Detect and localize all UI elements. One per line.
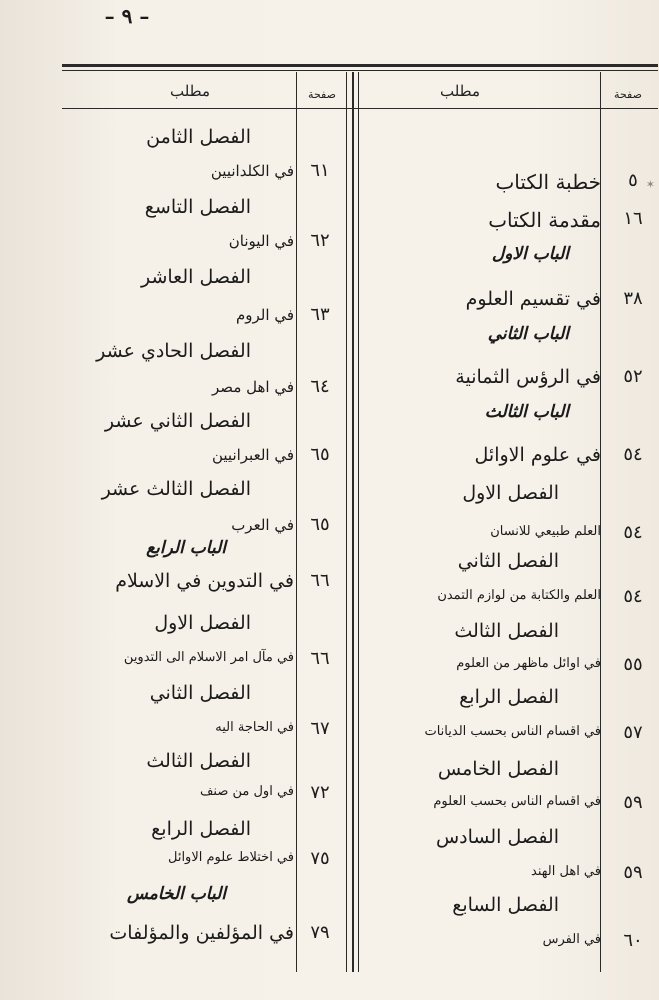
toc-chapter-title: الفصل الثاني <box>149 682 251 704</box>
toc-chapter-heading <box>360 620 659 648</box>
toc-chapter-heading <box>62 266 346 294</box>
toc-page-number: ٦٥ <box>310 444 330 465</box>
toc-page-number: ٦٧ <box>310 718 330 739</box>
toc-chapter-title: الفصل الرابع <box>151 818 251 840</box>
toc-entry <box>62 922 346 952</box>
toc-entry-title: في اول من صنف <box>199 784 294 799</box>
toc-entry-title: في المؤلفين والمؤلفات <box>109 922 294 944</box>
toc-page-number: ٥ <box>628 170 638 191</box>
toc-entry <box>360 792 659 818</box>
toc-page-number: ٦٢ <box>310 230 330 251</box>
toc-entry-title: في الكلدانيين <box>210 162 294 180</box>
toc-entry <box>62 160 346 186</box>
toc-chapter-title: الفصل الثالث عشر <box>101 478 251 500</box>
toc-chapter-heading <box>360 482 659 510</box>
toc-entry <box>62 648 346 674</box>
toc-chapter-title: الفصل الاول <box>462 482 559 504</box>
toc-page-number: ٧٩ <box>310 922 330 943</box>
center-divider-a <box>346 72 347 972</box>
header-rule <box>62 108 658 109</box>
top-rule-thin <box>62 70 658 71</box>
toc-entry-title: في الرؤس الثمانية <box>455 366 601 388</box>
toc-section-title: الباب الثالث <box>484 402 569 422</box>
toc-entry-title: مقدمة الكتاب <box>488 208 601 232</box>
page-number: – ٩ – <box>104 4 150 28</box>
toc-entry-title: في العبرانيين <box>211 446 294 464</box>
toc-entry <box>62 230 346 256</box>
toc-section-heading <box>360 402 659 430</box>
toc-entry-title: في العرب <box>231 516 294 534</box>
toc-entry <box>360 208 659 238</box>
toc-entry <box>360 862 659 888</box>
toc-page-number: ٥٩ <box>623 862 643 883</box>
toc-entry-title: العلم طبيعي للانسان <box>490 524 601 539</box>
toc-entry-title: في اقسام الناس بحسب العلوم <box>433 794 601 809</box>
toc-entry <box>62 570 346 600</box>
toc-page-number: ٥٥ <box>623 654 643 675</box>
toc-entry-title: في مآل امر الاسلام الى التدوين <box>123 650 294 665</box>
toc-chapter-heading <box>62 682 346 710</box>
toc-entry <box>360 366 659 396</box>
toc-entry <box>62 304 346 330</box>
toc-section-title: الباب الثاني <box>487 324 569 344</box>
toc-chapter-heading <box>360 826 659 854</box>
toc-entry-title: في اقسام الناس بحسب الديانات <box>424 724 601 739</box>
toc-chapter-heading <box>62 750 346 778</box>
toc-page-number: ٥٧ <box>623 722 643 743</box>
toc-entry-title: العلم والكتابة من لوازم التمدن <box>437 588 601 603</box>
toc-right-column <box>360 118 659 958</box>
toc-entry-title: في اهل الهند <box>531 864 601 879</box>
toc-page-number: ٥٤ <box>623 586 643 607</box>
center-divider-b <box>352 72 354 972</box>
toc-page-number: ٧٢ <box>310 782 330 803</box>
margin-mark-icon: ✶ <box>645 178 655 191</box>
toc-entry <box>62 514 346 540</box>
toc-entry <box>62 718 346 744</box>
toc-chapter-title: الفصل الثالث <box>454 620 559 642</box>
toc-chapter-title: الفصل العاشر <box>140 266 251 288</box>
toc-entry <box>360 654 659 680</box>
header-subject-right: مطلب <box>439 82 481 100</box>
toc-chapter-heading <box>360 550 659 578</box>
toc-chapter-heading <box>62 126 346 154</box>
toc-chapter-heading <box>62 410 346 438</box>
header-page-left: صفحة <box>308 88 336 101</box>
header-subject-left: مطلب <box>169 82 211 100</box>
toc-chapter-title: الفصل الثامن <box>146 126 251 148</box>
toc-chapter-title: الفصل السابع <box>452 894 559 916</box>
toc-chapter-heading <box>62 478 346 506</box>
toc-entry <box>360 170 659 200</box>
toc-entry-title: في اختلاط علوم الاوائل <box>167 850 294 865</box>
toc-entry-title: في اليونان <box>228 232 294 250</box>
toc-chapter-title: الفصل التاسع <box>144 196 251 218</box>
toc-page-number: ٥٤ <box>623 444 643 465</box>
toc-section-heading <box>360 324 659 352</box>
toc-entry-title: في تقسيم العلوم <box>465 288 601 310</box>
center-divider-c <box>358 72 359 972</box>
toc-section-title: الباب الخامس <box>127 884 226 904</box>
toc-left-column <box>62 118 346 958</box>
toc-page-number: ٦٠ <box>623 930 643 951</box>
toc-entry-title: خطبة الكتاب <box>495 170 601 194</box>
toc-entry <box>62 444 346 470</box>
toc-page-number: ٥٩ <box>623 792 643 813</box>
toc-page-number: ٦٦ <box>310 570 330 591</box>
toc-page-number: ٦٥ <box>310 514 330 535</box>
toc-chapter-heading <box>62 340 346 368</box>
toc-entry-title: في الحاجة اليه <box>215 720 294 735</box>
toc-entry <box>360 722 659 748</box>
toc-page-number: ١٦ <box>623 208 643 229</box>
toc-entry-title: في التدوين في الاسلام <box>115 570 294 592</box>
toc-entry-title: في اهل مصر <box>212 378 294 396</box>
toc-chapter-title: الفصل الثاني <box>457 550 559 572</box>
toc-entry <box>360 930 659 956</box>
toc-page-number: ٧٥ <box>310 848 330 869</box>
toc-chapter-title: الفصل الخامس <box>437 758 559 780</box>
toc-page-number: ٦٤ <box>310 376 330 397</box>
toc-chapter-heading <box>360 686 659 714</box>
toc-chapter-heading <box>62 196 346 224</box>
toc-entry-title: في علوم الاوائل <box>474 444 601 466</box>
toc-page-number: ٦٦ <box>310 648 330 669</box>
toc-chapter-heading <box>62 818 346 846</box>
toc-section-heading <box>62 538 346 566</box>
toc-page-number: ٥٢ <box>623 366 643 387</box>
toc-chapter-title: الفصل الثالث <box>146 750 251 772</box>
toc-entry <box>360 288 659 318</box>
toc-page-number: ٥٤ <box>623 522 643 543</box>
toc-section-title: الباب الاول <box>491 244 569 264</box>
toc-entry-title: في الروم <box>236 306 294 324</box>
toc-entry-title: في اوائل ماظهر من العلوم <box>456 656 601 671</box>
toc-entry-title: في الفرس <box>542 932 601 947</box>
toc-chapter-heading <box>62 612 346 640</box>
toc-chapter-title: الفصل الثاني عشر <box>104 410 251 432</box>
toc-page-number: ٦١ <box>310 160 330 181</box>
toc-page-number: ٣٨ <box>623 288 643 309</box>
toc-chapter-title: الفصل السادس <box>435 826 559 848</box>
toc-chapter-heading <box>360 894 659 922</box>
toc-chapter-title: الفصل الحادي عشر <box>96 340 251 362</box>
toc-chapter-title: الفصل الاول <box>154 612 251 634</box>
toc-entry <box>62 848 346 874</box>
toc-section-heading <box>62 884 346 912</box>
toc-page-number: ٦٣ <box>310 304 330 325</box>
toc-section-title: الباب الرابع <box>146 538 226 558</box>
top-rule-thick <box>62 64 658 67</box>
toc-section-heading <box>360 244 659 272</box>
toc-entry <box>360 522 659 548</box>
toc-entry <box>360 586 659 612</box>
header-page-right: صفحة <box>614 88 642 101</box>
toc-chapter-heading <box>360 758 659 786</box>
toc-chapter-title: الفصل الرابع <box>459 686 559 708</box>
toc-entry <box>62 376 346 402</box>
toc-entry <box>360 444 659 474</box>
toc-entry <box>62 782 346 808</box>
